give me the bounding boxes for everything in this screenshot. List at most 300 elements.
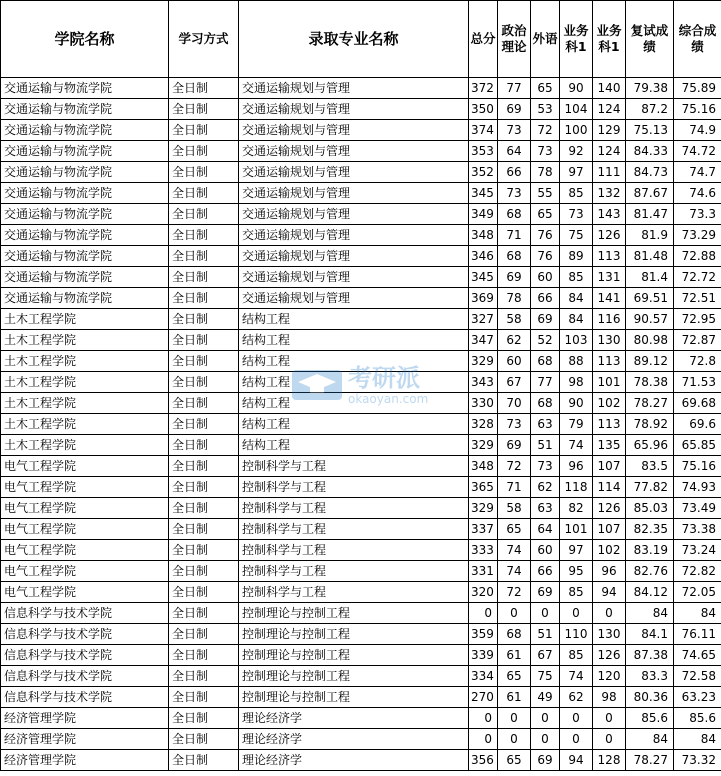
cell-total: 345 <box>469 183 498 204</box>
cell-total: 349 <box>469 204 498 225</box>
cell-overall: 73.3 <box>674 204 721 225</box>
cell-politics: 65 <box>498 666 531 687</box>
cell-college: 信息科学与技术学院 <box>1 624 169 645</box>
cell-college: 电气工程学院 <box>1 582 169 603</box>
cell-subject2: 124 <box>593 99 626 120</box>
cell-total: 347 <box>469 330 498 351</box>
cell-overall: 75.16 <box>674 99 721 120</box>
cell-overall: 73.49 <box>674 498 721 519</box>
cell-subject1: 74 <box>560 666 593 687</box>
cell-college: 交通运输与物流学院 <box>1 267 169 288</box>
table-body <box>1 78 721 771</box>
cell-overall: 74.72 <box>674 141 721 162</box>
cell-foreign: 73 <box>531 141 560 162</box>
cell-mode: 全日制 <box>169 288 239 309</box>
cell-subject1: 84 <box>560 309 593 330</box>
cell-overall: 75.89 <box>674 78 721 99</box>
cell-college: 经济管理学院 <box>1 729 169 750</box>
cell-foreign: 49 <box>531 687 560 708</box>
cell-subject2: 126 <box>593 498 626 519</box>
header-total: 总分 <box>469 1 498 78</box>
cell-subject1: 92 <box>560 141 593 162</box>
cell-overall: 74.7 <box>674 162 721 183</box>
cell-major: 控制科学与工程 <box>239 477 469 498</box>
cell-foreign: 60 <box>531 267 560 288</box>
cell-subject2: 130 <box>593 330 626 351</box>
cell-college: 电气工程学院 <box>1 540 169 561</box>
cell-politics: 66 <box>498 162 531 183</box>
table-row <box>1 120 721 141</box>
cell-overall: 74.6 <box>674 183 721 204</box>
cell-subject1: 96 <box>560 456 593 477</box>
cell-politics: 72 <box>498 456 531 477</box>
cell-overall: 75.16 <box>674 456 721 477</box>
cell-subject1: 85 <box>560 582 593 603</box>
cell-subject1: 85 <box>560 645 593 666</box>
cell-total: 372 <box>469 78 498 99</box>
cell-college: 经济管理学院 <box>1 750 169 771</box>
cell-mode: 全日制 <box>169 330 239 351</box>
cell-politics: 65 <box>498 519 531 540</box>
cell-retest: 84 <box>626 603 674 624</box>
cell-politics: 67 <box>498 372 531 393</box>
cell-total: 329 <box>469 435 498 456</box>
cell-retest: 81.9 <box>626 225 674 246</box>
cell-subject1: 75 <box>560 225 593 246</box>
cell-total: 348 <box>469 456 498 477</box>
cell-subject2: 126 <box>593 225 626 246</box>
cell-overall: 74.9 <box>674 120 721 141</box>
cell-retest: 69.51 <box>626 288 674 309</box>
table-row <box>1 288 721 309</box>
cell-total: 333 <box>469 540 498 561</box>
cell-retest: 82.76 <box>626 561 674 582</box>
cell-mode: 全日制 <box>169 393 239 414</box>
table-row <box>1 141 721 162</box>
cell-mode: 全日制 <box>169 309 239 330</box>
cell-subject2: 124 <box>593 141 626 162</box>
cell-college: 信息科学与技术学院 <box>1 666 169 687</box>
cell-major: 交通运输规划与管理 <box>239 267 469 288</box>
cell-mode: 全日制 <box>169 708 239 729</box>
table-row <box>1 246 721 267</box>
cell-subject2: 129 <box>593 120 626 141</box>
table-row <box>1 372 721 393</box>
header-major: 录取专业名称 <box>239 1 469 78</box>
cell-foreign: 51 <box>531 435 560 456</box>
cell-college: 交通运输与物流学院 <box>1 225 169 246</box>
cell-subject1: 97 <box>560 540 593 561</box>
cell-subject1: 74 <box>560 435 593 456</box>
cell-college: 交通运输与物流学院 <box>1 141 169 162</box>
cell-overall: 74.93 <box>674 477 721 498</box>
table-row <box>1 393 721 414</box>
cell-major: 控制科学与工程 <box>239 456 469 477</box>
cell-politics: 69 <box>498 267 531 288</box>
cell-college: 交通运输与物流学院 <box>1 288 169 309</box>
cell-politics: 64 <box>498 141 531 162</box>
cell-major: 控制科学与工程 <box>239 540 469 561</box>
cell-subject2: 126 <box>593 645 626 666</box>
cell-subject1: 82 <box>560 498 593 519</box>
cell-overall: 65.85 <box>674 435 721 456</box>
header-subject1: 业务科1 <box>560 1 593 78</box>
table-row <box>1 519 721 540</box>
table-row <box>1 624 721 645</box>
cell-mode: 全日制 <box>169 267 239 288</box>
cell-politics: 61 <box>498 645 531 666</box>
cell-foreign: 55 <box>531 183 560 204</box>
cell-overall: 72.05 <box>674 582 721 603</box>
cell-foreign: 66 <box>531 288 560 309</box>
cell-retest: 87.2 <box>626 99 674 120</box>
cell-total: 270 <box>469 687 498 708</box>
cell-mode: 全日制 <box>169 183 239 204</box>
cell-major: 结构工程 <box>239 435 469 456</box>
table-row <box>1 687 721 708</box>
table-row <box>1 267 721 288</box>
cell-college: 经济管理学院 <box>1 708 169 729</box>
cell-major: 交通运输规划与管理 <box>239 162 469 183</box>
cell-major: 理论经济学 <box>239 708 469 729</box>
table-row <box>1 225 721 246</box>
cell-retest: 84 <box>626 729 674 750</box>
cell-total: 369 <box>469 288 498 309</box>
cell-major: 结构工程 <box>239 309 469 330</box>
cell-college: 交通运输与物流学院 <box>1 78 169 99</box>
cell-total: 374 <box>469 120 498 141</box>
cell-politics: 60 <box>498 351 531 372</box>
cell-retest: 79.38 <box>626 78 674 99</box>
cell-subject2: 111 <box>593 162 626 183</box>
cell-subject2: 120 <box>593 666 626 687</box>
table-row <box>1 162 721 183</box>
cell-overall: 73.32 <box>674 750 721 771</box>
cell-major: 结构工程 <box>239 330 469 351</box>
cell-college: 信息科学与技术学院 <box>1 687 169 708</box>
cell-retest: 83.5 <box>626 456 674 477</box>
cell-subject2: 135 <box>593 435 626 456</box>
cell-retest: 80.36 <box>626 687 674 708</box>
cell-foreign: 0 <box>531 603 560 624</box>
cell-retest: 80.98 <box>626 330 674 351</box>
cell-foreign: 0 <box>531 708 560 729</box>
cell-subject1: 0 <box>560 729 593 750</box>
cell-subject2: 141 <box>593 288 626 309</box>
cell-politics: 78 <box>498 288 531 309</box>
cell-subject2: 128 <box>593 750 626 771</box>
cell-foreign: 78 <box>531 162 560 183</box>
table-row <box>1 183 721 204</box>
cell-mode: 全日制 <box>169 477 239 498</box>
cell-foreign: 68 <box>531 351 560 372</box>
cell-mode: 全日制 <box>169 372 239 393</box>
table-row <box>1 309 721 330</box>
cell-overall: 76.11 <box>674 624 721 645</box>
cell-retest: 85.03 <box>626 498 674 519</box>
cell-total: 0 <box>469 729 498 750</box>
cell-subject1: 98 <box>560 372 593 393</box>
table-row <box>1 666 721 687</box>
cell-mode: 全日制 <box>169 99 239 120</box>
cell-politics: 68 <box>498 246 531 267</box>
cell-major: 交通运输规划与管理 <box>239 120 469 141</box>
cell-subject2: 116 <box>593 309 626 330</box>
cell-total: 348 <box>469 225 498 246</box>
header-row <box>1 1 721 78</box>
cell-subject2: 96 <box>593 561 626 582</box>
cell-subject2: 113 <box>593 414 626 435</box>
cell-college: 交通运输与物流学院 <box>1 162 169 183</box>
cell-subject1: 118 <box>560 477 593 498</box>
cell-foreign: 69 <box>531 582 560 603</box>
cell-subject1: 104 <box>560 99 593 120</box>
cell-foreign: 76 <box>531 225 560 246</box>
cell-college: 电气工程学院 <box>1 561 169 582</box>
cell-overall: 73.24 <box>674 540 721 561</box>
cell-retest: 81.47 <box>626 204 674 225</box>
cell-foreign: 51 <box>531 624 560 645</box>
cell-mode: 全日制 <box>169 78 239 99</box>
cell-overall: 69.6 <box>674 414 721 435</box>
cell-major: 控制科学与工程 <box>239 561 469 582</box>
cell-overall: 72.88 <box>674 246 721 267</box>
cell-foreign: 64 <box>531 519 560 540</box>
cell-subject2: 0 <box>593 603 626 624</box>
cell-mode: 全日制 <box>169 687 239 708</box>
cell-subject1: 85 <box>560 267 593 288</box>
cell-politics: 0 <box>498 729 531 750</box>
cell-retest: 84.1 <box>626 624 674 645</box>
cell-mode: 全日制 <box>169 729 239 750</box>
cell-subject1: 62 <box>560 687 593 708</box>
cell-retest: 78.92 <box>626 414 674 435</box>
cell-retest: 82.35 <box>626 519 674 540</box>
cell-overall: 74.65 <box>674 645 721 666</box>
cell-politics: 73 <box>498 120 531 141</box>
cell-foreign: 60 <box>531 540 560 561</box>
cell-retest: 84.12 <box>626 582 674 603</box>
cell-college: 土木工程学院 <box>1 414 169 435</box>
table-row <box>1 351 721 372</box>
cell-major: 交通运输规划与管理 <box>239 204 469 225</box>
table-row <box>1 561 721 582</box>
cell-subject1: 101 <box>560 519 593 540</box>
table-row <box>1 645 721 666</box>
watermark-name: 考研派 <box>348 364 420 392</box>
cell-mode: 全日制 <box>169 561 239 582</box>
cell-subject1: 90 <box>560 78 593 99</box>
cell-foreign: 53 <box>531 99 560 120</box>
cell-politics: 58 <box>498 498 531 519</box>
cell-total: 339 <box>469 645 498 666</box>
header-subject2: 业务科1 <box>593 1 626 78</box>
cell-total: 329 <box>469 498 498 519</box>
cell-subject2: 102 <box>593 540 626 561</box>
table-row <box>1 456 721 477</box>
cell-overall: 73.29 <box>674 225 721 246</box>
cell-college: 土木工程学院 <box>1 393 169 414</box>
cell-total: 329 <box>469 351 498 372</box>
table-row <box>1 708 721 729</box>
cell-foreign: 52 <box>531 330 560 351</box>
cell-major: 交通运输规划与管理 <box>239 99 469 120</box>
cell-mode: 全日制 <box>169 645 239 666</box>
cell-college: 土木工程学院 <box>1 309 169 330</box>
cell-foreign: 66 <box>531 561 560 582</box>
cell-politics: 69 <box>498 99 531 120</box>
header-overall: 综合成绩 <box>674 1 721 78</box>
cell-foreign: 69 <box>531 309 560 330</box>
cell-politics: 0 <box>498 603 531 624</box>
cell-overall: 84 <box>674 729 721 750</box>
cell-mode: 全日制 <box>169 225 239 246</box>
cell-total: 353 <box>469 141 498 162</box>
cell-total: 327 <box>469 309 498 330</box>
table-row <box>1 582 721 603</box>
cell-total: 343 <box>469 372 498 393</box>
cell-major: 交通运输规划与管理 <box>239 78 469 99</box>
cell-college: 土木工程学院 <box>1 330 169 351</box>
cell-subject2: 130 <box>593 624 626 645</box>
cell-total: 337 <box>469 519 498 540</box>
cell-major: 理论经济学 <box>239 750 469 771</box>
cell-total: 350 <box>469 99 498 120</box>
cell-subject1: 89 <box>560 246 593 267</box>
cell-subject2: 94 <box>593 582 626 603</box>
cell-major: 控制理论与控制工程 <box>239 603 469 624</box>
cell-overall: 85.6 <box>674 708 721 729</box>
cell-subject2: 98 <box>593 687 626 708</box>
cell-retest: 78.38 <box>626 372 674 393</box>
cell-mode: 全日制 <box>169 204 239 225</box>
cell-foreign: 65 <box>531 78 560 99</box>
cell-major: 控制科学与工程 <box>239 498 469 519</box>
cell-mode: 全日制 <box>169 246 239 267</box>
cell-total: 359 <box>469 624 498 645</box>
cell-politics: 0 <box>498 708 531 729</box>
cell-subject1: 84 <box>560 288 593 309</box>
cell-subject1: 95 <box>560 561 593 582</box>
cell-major: 交通运输规划与管理 <box>239 246 469 267</box>
table-row <box>1 540 721 561</box>
cell-subject2: 140 <box>593 78 626 99</box>
cell-retest: 90.57 <box>626 309 674 330</box>
cell-mode: 全日制 <box>169 624 239 645</box>
cell-politics: 72 <box>498 582 531 603</box>
cell-major: 交通运输规划与管理 <box>239 141 469 162</box>
cell-college: 电气工程学院 <box>1 519 169 540</box>
cell-foreign: 76 <box>531 246 560 267</box>
cell-college: 交通运输与物流学院 <box>1 204 169 225</box>
cell-foreign: 63 <box>531 498 560 519</box>
cell-subject2: 132 <box>593 183 626 204</box>
cell-subject1: 110 <box>560 624 593 645</box>
cell-mode: 全日制 <box>169 603 239 624</box>
cell-subject1: 0 <box>560 708 593 729</box>
cell-retest: 65.96 <box>626 435 674 456</box>
cell-total: 365 <box>469 477 498 498</box>
cell-mode: 全日制 <box>169 435 239 456</box>
cell-retest: 78.27 <box>626 393 674 414</box>
cell-overall: 73.38 <box>674 519 721 540</box>
cell-mode: 全日制 <box>169 414 239 435</box>
cell-mode: 全日制 <box>169 540 239 561</box>
cell-politics: 58 <box>498 309 531 330</box>
cell-subject1: 73 <box>560 204 593 225</box>
cell-politics: 69 <box>498 435 531 456</box>
cell-mode: 全日制 <box>169 582 239 603</box>
cell-subject2: 113 <box>593 246 626 267</box>
header-mode: 学习方式 <box>169 1 239 78</box>
cell-total: 0 <box>469 603 498 624</box>
cell-politics: 65 <box>498 750 531 771</box>
cell-politics: 77 <box>498 78 531 99</box>
cell-major: 控制理论与控制工程 <box>239 687 469 708</box>
cell-major: 交通运输规划与管理 <box>239 225 469 246</box>
cell-subject2: 114 <box>593 477 626 498</box>
cell-total: 356 <box>469 750 498 771</box>
cell-major: 结构工程 <box>239 351 469 372</box>
cell-major: 结构工程 <box>239 372 469 393</box>
cell-foreign: 73 <box>531 456 560 477</box>
cell-retest: 89.12 <box>626 351 674 372</box>
cell-foreign: 67 <box>531 645 560 666</box>
cell-college: 电气工程学院 <box>1 498 169 519</box>
cell-total: 346 <box>469 246 498 267</box>
table-row <box>1 414 721 435</box>
cell-overall: 71.53 <box>674 372 721 393</box>
cell-overall: 63.23 <box>674 687 721 708</box>
cell-major: 控制理论与控制工程 <box>239 666 469 687</box>
cell-mode: 全日制 <box>169 666 239 687</box>
cell-retest: 84.33 <box>626 141 674 162</box>
cell-politics: 70 <box>498 393 531 414</box>
header-retest: 复试成绩 <box>626 1 674 78</box>
cell-college: 交通运输与物流学院 <box>1 99 169 120</box>
header-college: 学院名称 <box>1 1 169 78</box>
cell-politics: 74 <box>498 540 531 561</box>
header-politics: 政治理论 <box>498 1 531 78</box>
cell-foreign: 72 <box>531 120 560 141</box>
cell-subject1: 85 <box>560 183 593 204</box>
cell-major: 控制理论与控制工程 <box>239 645 469 666</box>
cell-foreign: 63 <box>531 414 560 435</box>
cell-overall: 72.87 <box>674 330 721 351</box>
cell-subject2: 0 <box>593 729 626 750</box>
cell-mode: 全日制 <box>169 456 239 477</box>
cell-retest: 83.3 <box>626 666 674 687</box>
cell-retest: 83.19 <box>626 540 674 561</box>
cell-retest: 84.73 <box>626 162 674 183</box>
cell-subject2: 0 <box>593 708 626 729</box>
cell-subject1: 90 <box>560 393 593 414</box>
cell-politics: 68 <box>498 624 531 645</box>
cell-retest: 81.4 <box>626 267 674 288</box>
cell-politics: 62 <box>498 330 531 351</box>
cell-subject1: 0 <box>560 603 593 624</box>
cell-college: 电气工程学院 <box>1 456 169 477</box>
cell-major: 交通运输规划与管理 <box>239 288 469 309</box>
cell-politics: 71 <box>498 477 531 498</box>
cell-foreign: 62 <box>531 477 560 498</box>
cell-overall: 72.8 <box>674 351 721 372</box>
cell-politics: 74 <box>498 561 531 582</box>
cell-subject2: 131 <box>593 267 626 288</box>
cell-foreign: 68 <box>531 393 560 414</box>
cell-total: 328 <box>469 414 498 435</box>
cell-subject1: 97 <box>560 162 593 183</box>
